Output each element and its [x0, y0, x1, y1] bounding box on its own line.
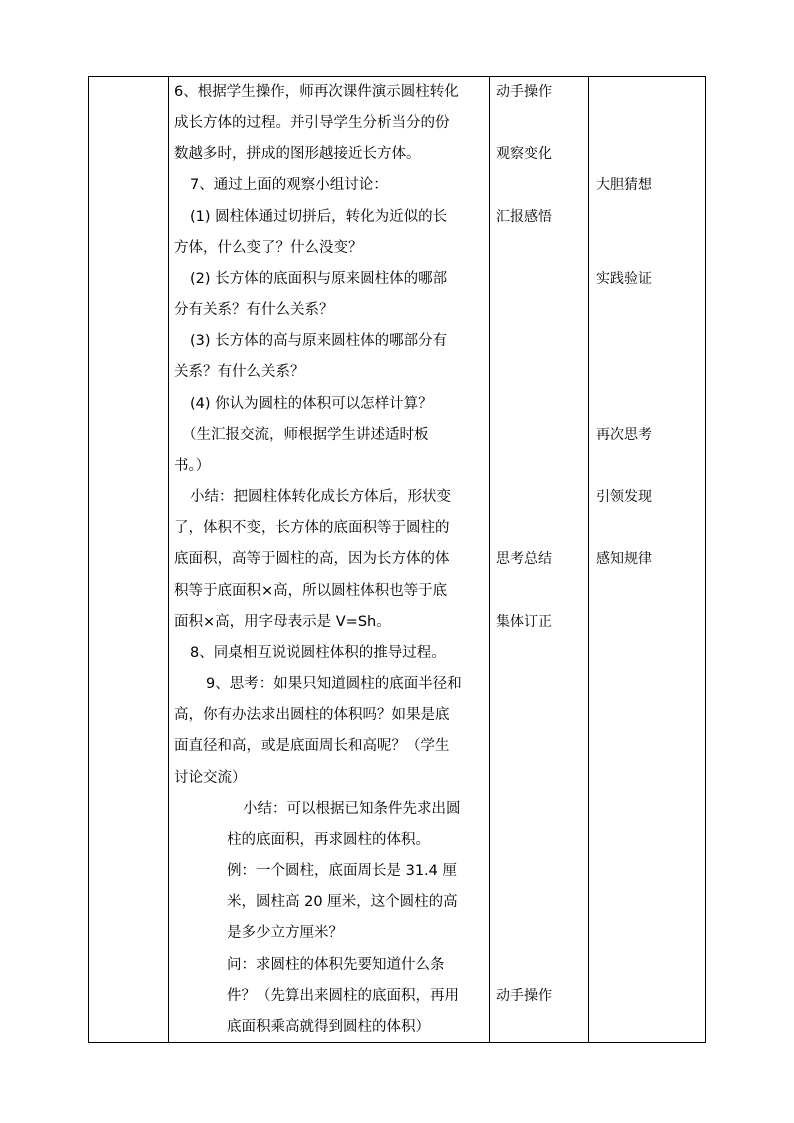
process-line: 7、通过上面的观察小组讨论： — [190, 177, 388, 193]
process-line: （生汇报交流，师根据学生讲述适时板 — [182, 427, 429, 443]
process-line: 积等于底面积×高，所以圆柱体积也等于底 — [174, 583, 448, 599]
process-line: 数越多时，拼成的图形越接近长方体。 — [174, 146, 421, 162]
column-divider — [489, 77, 490, 1042]
process-line: 成长方体的过程。并引导学生分析当分的份 — [174, 115, 450, 131]
process-line: 米，圆柱高 20 厘米，这个圆柱的高 — [227, 894, 458, 910]
process-line: 书。） — [174, 458, 211, 474]
process-line: 柱的底面积，再求圆柱的体积。 — [227, 832, 430, 848]
process-line: (2) 长方体的底面积与原来圆柱体的哪部 — [190, 271, 448, 287]
student-activity: 动手操作 — [496, 988, 552, 1004]
student-activity: 思考总结 — [496, 551, 552, 567]
process-line: 高，你有办法求出圆柱的体积吗？如果是底 — [174, 707, 450, 723]
process-line: 底面积乘高就得到圆柱的体积） — [227, 1019, 430, 1035]
student-activity: 汇报感悟 — [496, 209, 552, 225]
student-activity: 动手操作 — [496, 84, 552, 100]
process-line: 面直径和高，或是底面周长和高呢？（学生 — [174, 738, 450, 754]
process-line: 6、根据学生操作，师再次课件演示圆柱转化 — [174, 84, 459, 100]
process-line: 小结：把圆柱体转化成长方体后，形状变 — [190, 489, 451, 505]
process-line: 例：一个圆柱，底面周长是 31.4 厘 — [227, 863, 458, 879]
process-line: (3) 长方体的高与原来圆柱体的哪部分有 — [190, 333, 448, 349]
process-line: (1) 圆柱体通过切拼后，转化为近似的长 — [190, 209, 448, 225]
student-activity: 集体订正 — [496, 614, 552, 630]
process-line: 是多少立方厘米？ — [227, 925, 343, 941]
process-line: 底面积，高等于圆柱的高，因为长方体的体 — [174, 551, 450, 567]
process-line: 件？（先算出来圆柱的底面积，再用 — [227, 988, 459, 1004]
process-line: 面积×高，用字母表示是 V=Sh。 — [174, 614, 391, 630]
process-line: 8、同桌相互说说圆柱体积的推导过程。 — [190, 645, 446, 661]
process-line: 了，体积不变，长方体的底面积等于圆柱的 — [174, 520, 450, 536]
design-intent: 感知规律 — [596, 551, 652, 567]
process-line: (4) 你认为圆柱的体积可以怎样计算？ — [190, 396, 433, 412]
process-line: 小结：可以根据已知条件先求出圆 — [243, 801, 461, 817]
design-intent: 引领发现 — [596, 489, 652, 505]
design-intent: 再次思考 — [596, 427, 652, 443]
design-intent: 大胆猜想 — [596, 177, 652, 193]
process-line: 问：求圆柱的体积先要知道什么条 — [227, 957, 445, 973]
process-line: 分有关系？有什么关系？ — [174, 302, 334, 318]
process-line: 讨论交流） — [174, 770, 247, 786]
process-line: 关系？有什么关系？ — [174, 364, 305, 380]
student-activity: 观察变化 — [496, 146, 552, 162]
column-divider — [588, 77, 589, 1042]
process-line: 9、思考：如果只知道圆柱的底面半径和 — [206, 676, 462, 692]
column-divider — [168, 77, 169, 1042]
process-line: 方体，什么变了？什么没变？ — [174, 240, 363, 256]
design-intent: 实践验证 — [596, 271, 652, 287]
